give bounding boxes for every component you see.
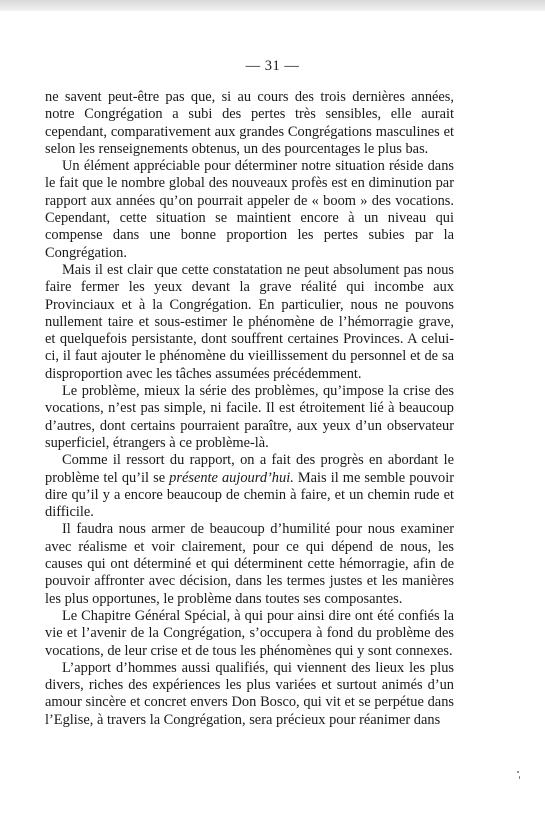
paragraph-5-end: Mais il me semble pouvoir dire qu’il y a encore beaucoup de chemin à faire, et un chemin rude et difficile. [45,469,454,521]
italic-phrase: présente aujourd’hui. [169,469,294,486]
scan-speck [519,776,520,779]
paragraph-2: Un élément appréciable pour déterminer notre situation réside dans le fait que le nombre global des nouveaux profès est en diminution par rapport aux années qu’on pourrait appeler de « boom » des vocations. Cependant, cette situation se maintient encore à un niveau qui compense dans une bonne proportion les pertes subies par la Congrégation. [45,158,454,261]
paragraph-5-start: Comme il ressort du rapport, on a fait des progrès en abordant le problème tel qu’il se [45,452,454,486]
paragraph-4: Le problème, mieux la série des problèmes, qu’impose la crise des vocations, n’est pas simple, ni facile. Il est étroitement lié à beaucoup d’autres, dont certains pourraient paraître, aux yeux d’un observateur superficiel, étrangers à ce problème-là. [45,383,454,451]
paragraph-3: Mais il est clair que cette constatation ne peut absolument pas nous faire fermer les yeux devant la grave réalité qui incombe aux Provinciaux et à la Congrégation. En particulier, nous ne pouvons nullement taire et sous-estimer le phénomène de l’hémorragie grave, et quelquefois persistante, dont souffrent certaines Provinces. A celui-ci, il faut ajouter le phénomène du vieillissement du personnel et de sa disproportion avec les tâches assumées précédemment. [45,261,454,382]
paragraph-6: Il faudra nous armer de beaucoup d’humilité pour nous examiner avec réalisme et voir clairement, pour ce qui dépend de nous, les causes qui ont déterminé et qui déterminent cette hémorragie, afin de pouvoir affronter avec décision, dans les termes justes et les manières les plus opportunes, le problème dans toutes ses composantes. [45,521,454,607]
scan-speck [517,771,519,773]
paragraph-8: L’apport d’hommes aussi qualifiés, qui viennent des lieux les plus divers, riches des expériences les plus variées et surtout animés d’un amour sincère et concret envers Don Bosco, qui vit et se perpétue dans l’Eglise, à travers la Congrégation, sera précieux pour réanimer dans [45,659,454,728]
paragraph-5 [45,452,454,521]
paragraph-7: Le Chapitre Général Spécial, à qui pour ainsi dire ont été confiés la vie et l’avenir de la Congrégation, s’occupera à fond du problème des vocations, de leur crise et de tous les phénomènes qui y sont connexes. [45,607,454,659]
paragraph-1: ne savent peut-être pas que, si au cours des trois dernières années, notre Congrégation a subi des pertes très sensibles, elle aurait cependant, comparativement aux grandes Congrégations masculines et selon les renseignements obtenus, un des pourcentages le plus bas. [45,89,454,157]
scan-top-edge [0,0,545,11]
page-number: — 31 — [245,58,300,74]
body-text [45,89,454,729]
